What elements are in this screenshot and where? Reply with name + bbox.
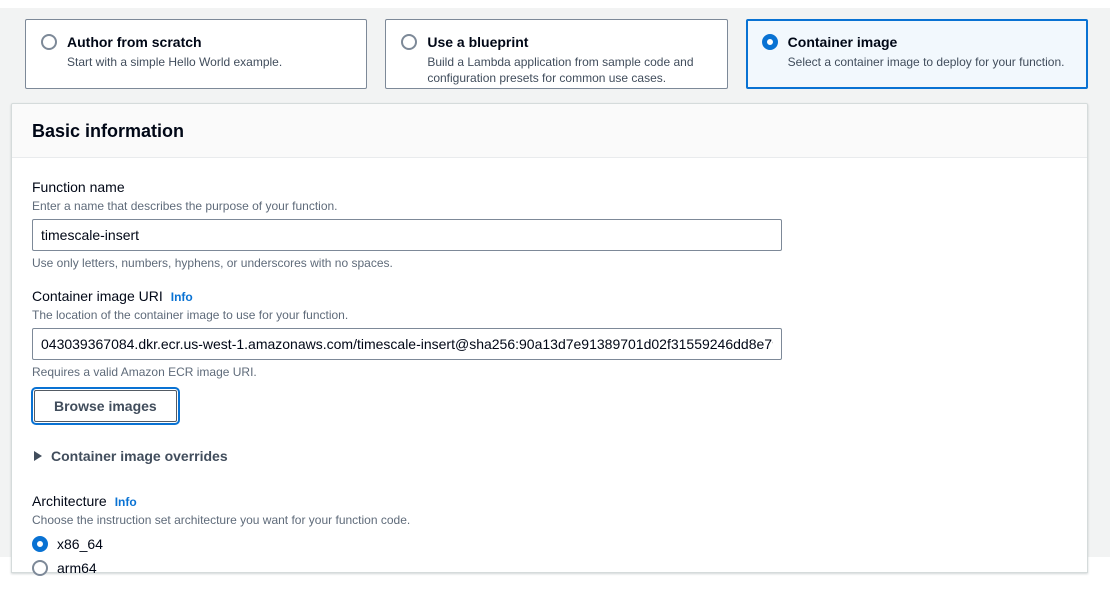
option-card-container-image[interactable] bbox=[746, 19, 1088, 89]
architecture-option-arm64[interactable] bbox=[32, 560, 1067, 576]
panel-header bbox=[12, 104, 1087, 158]
architecture-info-link[interactable]: Info bbox=[114, 495, 137, 509]
function-name-constraint: Use only letters, numbers, hyphens, or underscores with no spaces. bbox=[32, 256, 393, 270]
architecture-label: Architecture bbox=[32, 493, 107, 509]
architecture-option-label: arm64 bbox=[57, 560, 97, 576]
function-name-field bbox=[32, 178, 1067, 271]
option-card-title: Use a blueprint bbox=[427, 34, 529, 50]
panel-content bbox=[12, 158, 1087, 596]
option-card-description: Select a container image to deploy for your function. bbox=[787, 55, 1065, 69]
radio-use-a-blueprint-icon[interactable] bbox=[401, 34, 417, 50]
option-card-description: Build a Lambda application from sample code and configuration presets for common use cases. bbox=[427, 55, 694, 85]
radio-arm64-icon[interactable] bbox=[32, 560, 48, 576]
option-card-title: Container image bbox=[787, 34, 898, 50]
option-card-description: Start with a simple Hello World example. bbox=[67, 55, 283, 69]
radio-container-image-icon[interactable] bbox=[762, 34, 778, 50]
basic-information-panel bbox=[11, 103, 1088, 576]
creation-options-group bbox=[25, 19, 1088, 89]
option-card-title: Author from scratch bbox=[67, 34, 202, 50]
container-image-overrides-label: Container image overrides bbox=[51, 448, 228, 464]
container-image-uri-constraint: Requires a valid Amazon ECR image URI. bbox=[32, 365, 257, 379]
container-image-uri-description: The location of the container image to use for your function. bbox=[32, 308, 349, 322]
option-card-use-a-blueprint[interactable] bbox=[385, 19, 727, 89]
panel-title: Basic information bbox=[32, 121, 185, 141]
function-name-description: Enter a name that describes the purpose of your function. bbox=[32, 199, 338, 213]
architecture-option-label: x86_64 bbox=[57, 536, 103, 552]
container-image-uri-info-link[interactable]: Info bbox=[170, 290, 193, 304]
triangle-right-icon bbox=[34, 451, 42, 461]
architecture-description: Choose the instruction set architecture you want for your function code. bbox=[32, 513, 411, 527]
container-image-uri-label: Container image URI bbox=[32, 288, 163, 304]
architecture-field bbox=[32, 492, 1067, 576]
architecture-radio-group bbox=[32, 536, 1067, 576]
browse-images-button[interactable]: Browse images bbox=[34, 390, 177, 422]
radio-x86-64-icon[interactable] bbox=[32, 536, 48, 552]
function-name-label: Function name bbox=[32, 179, 125, 195]
container-image-uri-field bbox=[32, 287, 1067, 422]
architecture-option-x86-64[interactable] bbox=[32, 536, 1067, 552]
container-image-uri-input[interactable] bbox=[32, 328, 782, 360]
container-image-overrides-expander[interactable] bbox=[34, 448, 1067, 464]
function-name-input[interactable] bbox=[32, 219, 782, 251]
option-card-author-from-scratch[interactable] bbox=[25, 19, 367, 89]
radio-author-from-scratch-icon[interactable] bbox=[41, 34, 57, 50]
